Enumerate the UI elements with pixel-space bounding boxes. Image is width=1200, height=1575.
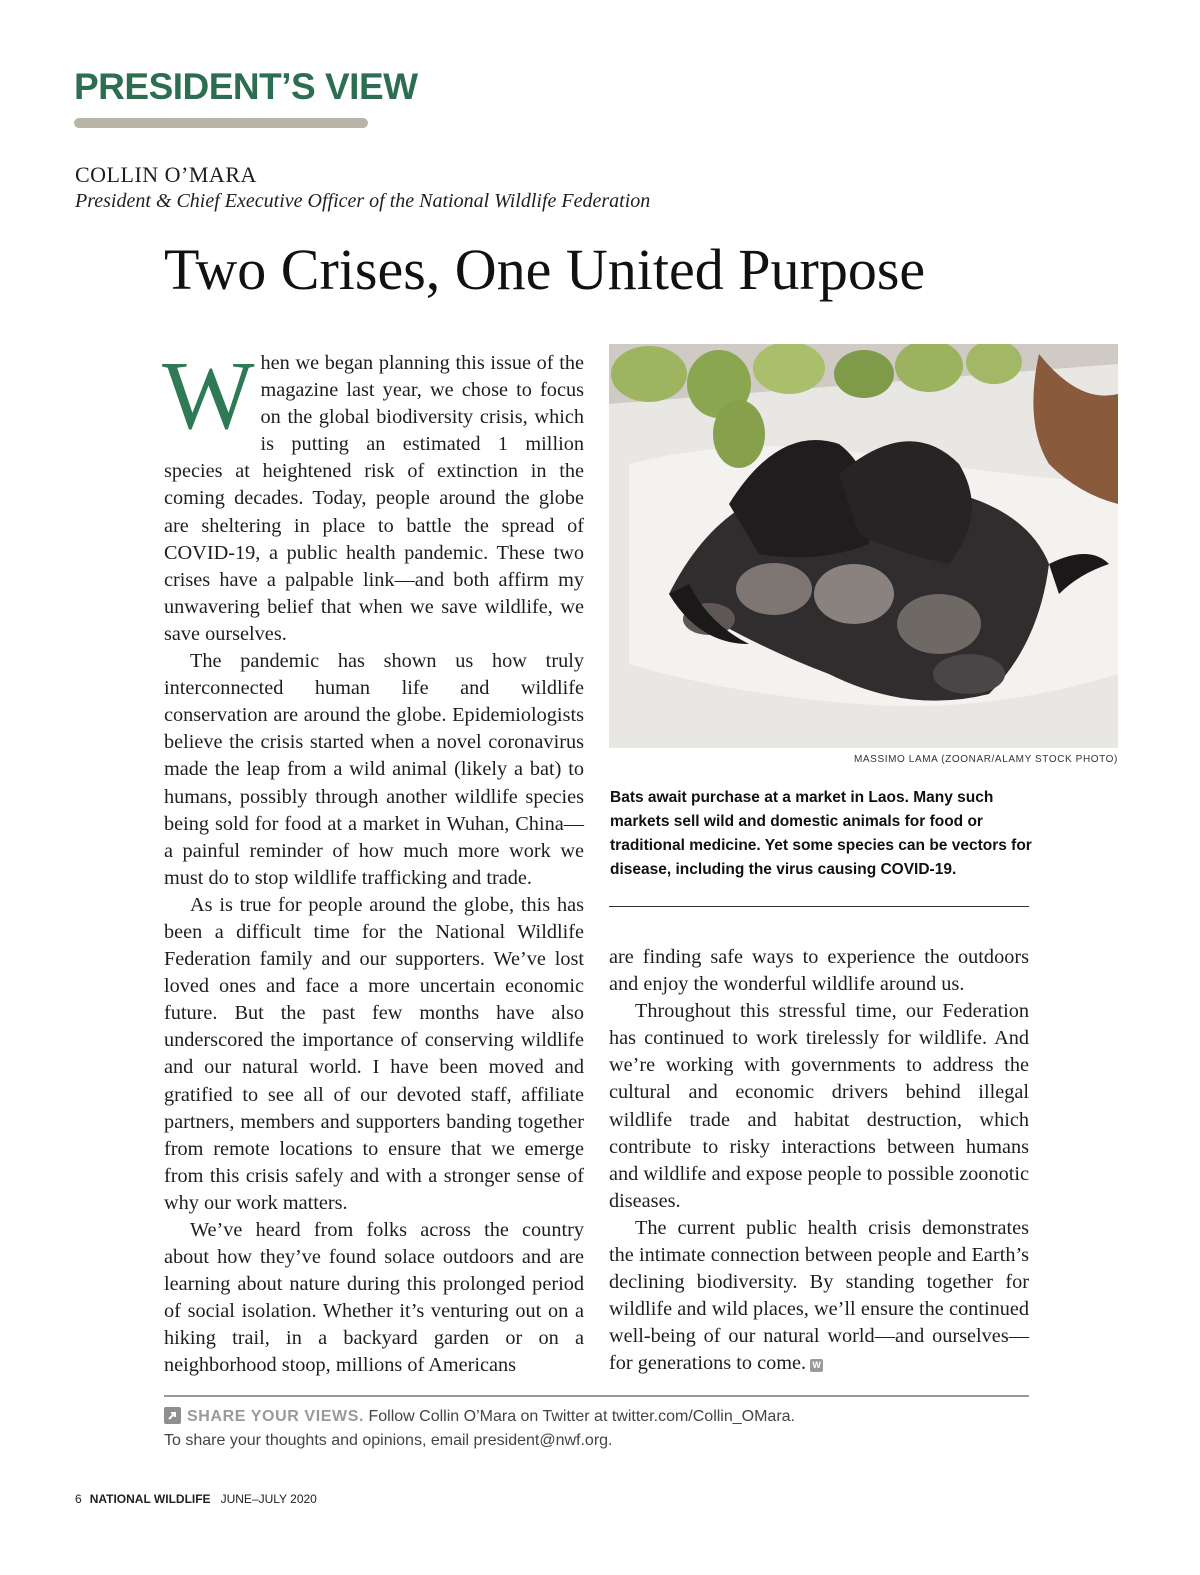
headline: Two Crises, One United Purpose: [164, 237, 926, 302]
bats-photo: [609, 344, 1118, 748]
bats-photo-illustration: [609, 344, 1118, 748]
photo-credit: MASSIMO LAMA (ZOONAR/ALAMY STOCK PHOTO): [853, 754, 1118, 765]
issue-date: JUNE–JULY 2020: [220, 1492, 317, 1506]
share-heading: SHARE YOUR VIEWS.: [187, 1408, 365, 1425]
end-mark-icon: W: [810, 1359, 823, 1372]
paragraph-5: Throughout this stressful time, our Federation has continued to work tirelessly for wildlife. And we’re working with governments to address the cultural and economic drivers behind illegal wildlife trade and habitat destruction, which contribute to risky interactions between humans and wildlife and expose people to possible zoonotic diseases.: [609, 1000, 1029, 1212]
paragraph-2: The pandemic has shown us how truly interconnected human life and wildlife conservation are around the globe. Epidemiologists believe the crisis started when a novel coronavirus made the leap from a wild animal (likely a bat) to humans, possibly through another wildlife species being sold for food at a market in Wuhan, China—a painful reminder of how much more work we must do to stop wildlife trafficking and trade.: [164, 650, 584, 889]
paragraph-6-text: The current public health crisis demonstrates the intimate connection between people and Earth’s declining biodiversity. By standing together for wildlife and wild places, we’ll ensure the continued well-being of our natural world—and ourselves—for generations to come.: [609, 1216, 1029, 1375]
photo-caption: Bats await purchase at a market in Laos. Many such markets sell wild and domestic animals for food or traditional medicine. Yet some species can be vectors for disease, including the virus causing COVID-19.: [610, 789, 1032, 878]
magazine-name: NATIONAL WILDLIFE: [89, 1492, 211, 1506]
author-name: COLLIN O’MARA: [75, 162, 257, 187]
author-title: President & Chief Executive Officer of the National Wildlife Federation: [75, 190, 651, 212]
paragraph-3: As is true for people around the globe, this has been a difficult time for the National Wildlife Federation family and our supporters. We’ve lost loved ones and face a more uncertain economic future. But the past few months have also underscored the importance of conserving wildlife and our natural world. I have been moved and gratified to see all of our devoted staff, affiliate partners, members and supporters banding together from remote locations to ensure that we emerge from this crisis safely and with a stronger sense of why our work matters.: [164, 893, 584, 1214]
footer-rule: [164, 1395, 1029, 1397]
share-arrow-icon: [164, 1407, 181, 1424]
share-email-line: To share your thoughts and opinions, email president@nwf.org.: [164, 1432, 613, 1449]
share-views-line: [164, 1407, 795, 1426]
article-column-right: [609, 944, 1029, 1378]
paragraph-4: We’ve heard from folks across the country about how they’ve found solace outdoors and are learning about nature during this prolonged period of social isolation. Whether it’s venturing out on a hiking trail, in a backyard garden or on a neighborhood stoop, millions of Americans: [164, 1219, 584, 1377]
paragraph-1: [162, 342, 584, 648]
caption-rule: [609, 906, 1029, 907]
paragraph-1-text: hen we began planning this issue of the magazine last year, we chose to focus on the global biodiversity crisis, which is putting an estimated 1 million species at heightened risk of extinction in the coming decades. Today, people around the globe are sheltering in place to battle the spread of COVID-19, a public health pandemic. These two crises have a palpable link—and both affirm my unwavering belief that when we save wildlife, we save ourselves.: [164, 352, 584, 645]
share-twitter-text: Follow Collin O’Mara on Twitter at twitter.com/Collin_OMara.: [364, 1408, 795, 1425]
article-column-left: [162, 342, 584, 1380]
section-rule: [74, 118, 368, 128]
paragraph-6: [609, 1215, 1029, 1378]
page-folio: [75, 1492, 317, 1506]
paragraph-4-continued: are finding safe ways to experience the outdoors and enjoy the wonderful wildlife around us.: [609, 946, 1029, 996]
drop-cap: W: [162, 342, 255, 450]
section-label: PRESIDENT’S VIEW: [74, 66, 418, 107]
page-number: 6: [75, 1492, 82, 1506]
